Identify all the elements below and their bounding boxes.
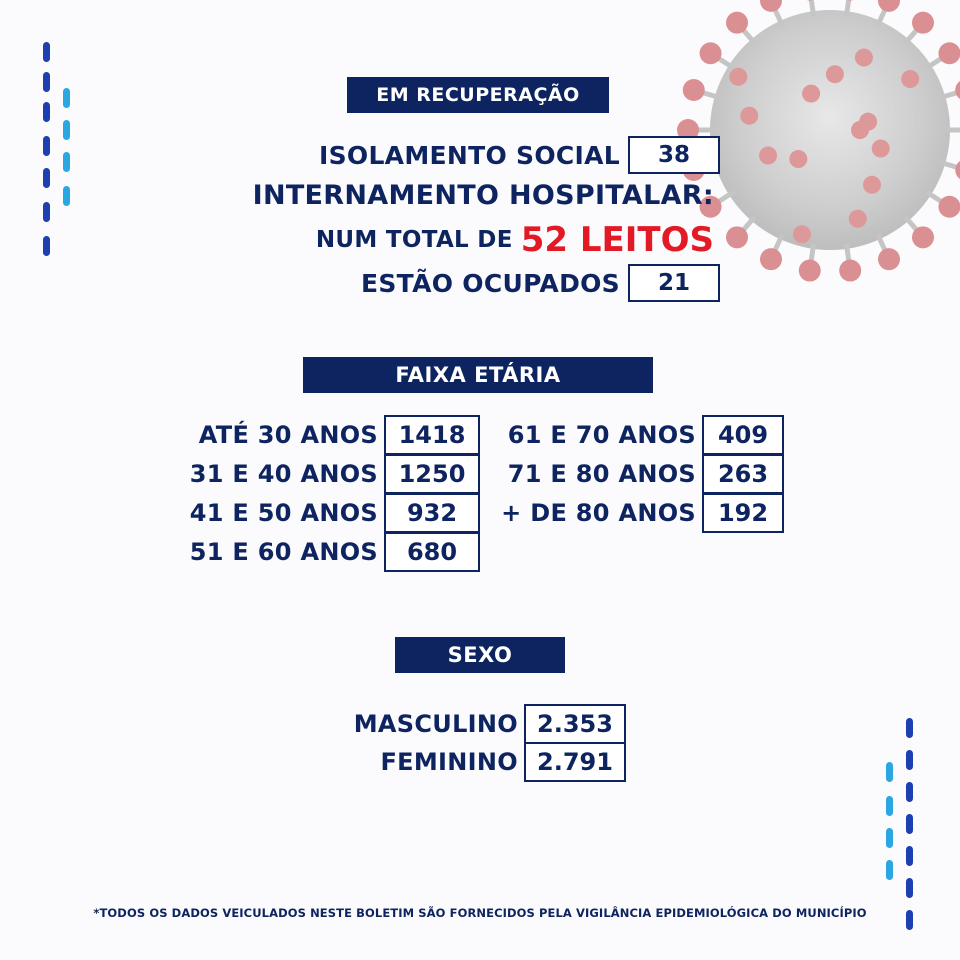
total-beds-value: 52 LEITOS: [520, 220, 714, 260]
age-value: 263: [702, 454, 784, 494]
occupied-row: [361, 264, 720, 302]
age-label: ATÉ 30 ANOS: [198, 421, 378, 449]
age-label: 71 E 80 ANOS: [507, 460, 696, 488]
total-beds-label: NUM TOTAL DE: [315, 227, 513, 253]
total-beds-row: [316, 220, 714, 260]
age-value: 192: [702, 493, 784, 533]
age-value: 932: [384, 493, 480, 533]
age-value: 680: [384, 532, 480, 572]
isolation-row: [319, 136, 720, 174]
age-label: 41 E 50 ANOS: [189, 499, 378, 527]
age-value: 1250: [384, 454, 480, 494]
age-label: + DE 80 ANOS: [501, 499, 696, 527]
age-row: [501, 493, 784, 533]
hospital-label: INTERNAMENTO HOSPITALAR:: [252, 179, 714, 211]
age-label: 31 E 40 ANOS: [189, 460, 378, 488]
age-label: 61 E 70 ANOS: [507, 421, 696, 449]
sex-label: MASCULINO: [353, 710, 518, 738]
age-row: [508, 454, 784, 494]
sex-row-female: [380, 742, 626, 782]
age-section-title: FAIXA ETÁRIA: [303, 357, 653, 393]
age-value: 409: [702, 415, 784, 455]
sex-label: FEMININO: [380, 748, 518, 776]
hospital-label-row: [253, 176, 714, 214]
sex-value: 2.791: [524, 742, 626, 782]
isolation-value: 38: [628, 136, 720, 174]
age-row: [190, 454, 480, 494]
sex-row-male: [354, 704, 626, 744]
recovery-section-title: EM RECUPERAÇÃO: [347, 77, 609, 113]
occupied-label: ESTÃO OCUPADOS: [361, 268, 620, 298]
sex-value: 2.353: [524, 704, 626, 744]
age-row: [190, 493, 480, 533]
age-label: 51 E 60 ANOS: [189, 538, 378, 566]
age-value: 1418: [384, 415, 480, 455]
age-row: [190, 532, 480, 572]
occupied-value: 21: [628, 264, 720, 302]
sex-section-title: SEXO: [395, 637, 565, 673]
age-row: [199, 415, 480, 455]
footnote: *TODOS OS DADOS VEICULADOS NESTE BOLETIM SÃO FORNECIDOS PELA VIGILÂNCIA EPIDEMIOLÓGICA DO MUNICÍPIO: [93, 906, 867, 920]
isolation-label: ISOLAMENTO SOCIAL: [318, 140, 620, 170]
age-row: [508, 415, 784, 455]
